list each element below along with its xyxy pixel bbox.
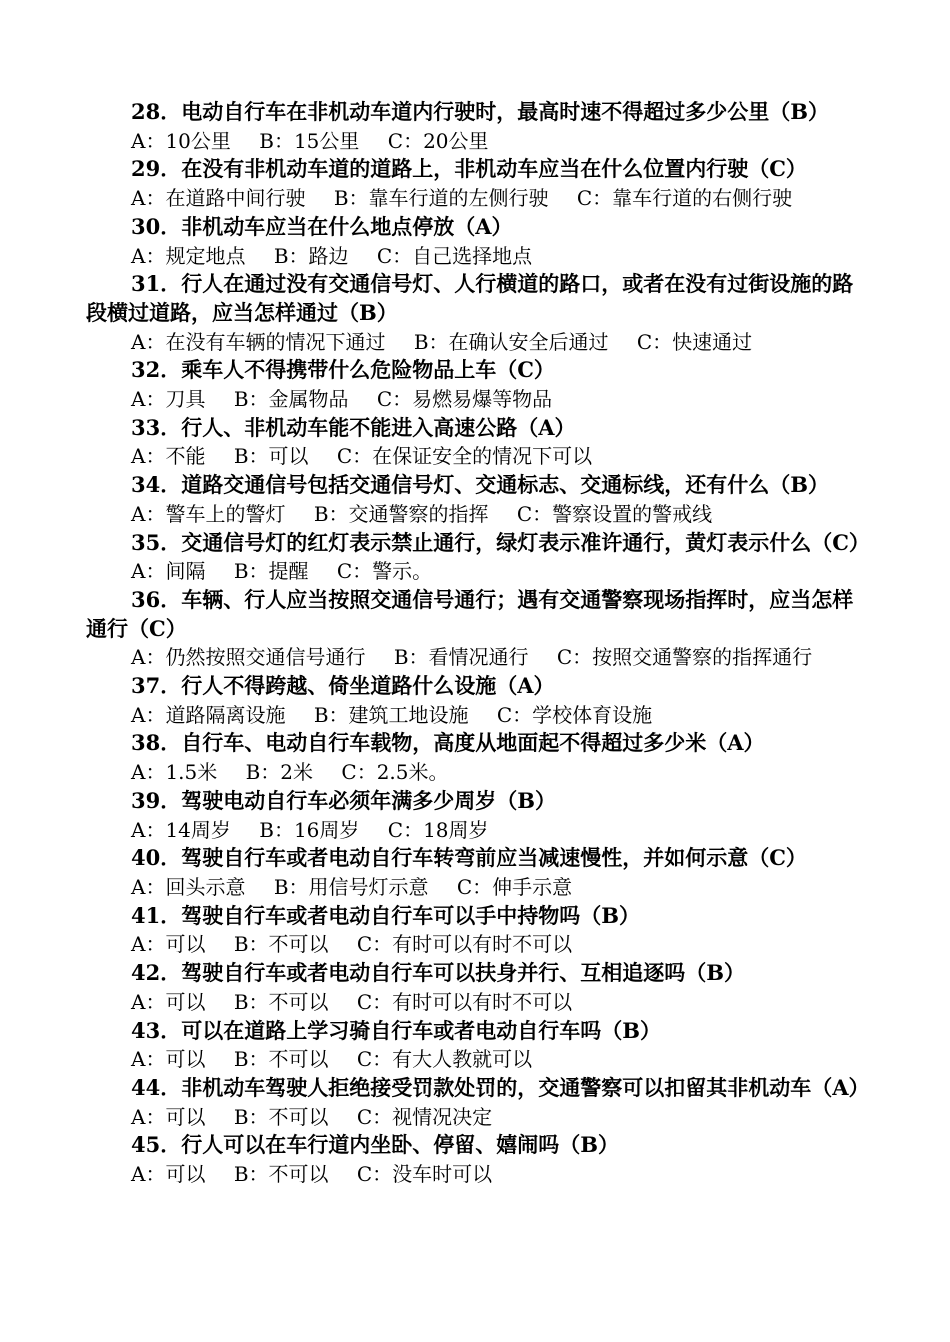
options-31: [86, 328, 868, 357]
option-b: B：不可以: [233, 1104, 329, 1129]
question-30: 30．非机动车应当在什么地点停放（A）: [131, 213, 513, 239]
option-c: C：在保证安全的情况下可以: [336, 444, 593, 469]
question-35: 35．交通信号灯的红灯表示禁止通行，绿灯表示准许通行，黄灯表示什么（C）: [131, 529, 870, 555]
options-39: [86, 816, 868, 845]
question-42: 42．驾驶自行车或者电动自行车可以扶身并行、互相追逐吗（B）: [131, 960, 745, 986]
option-a: A：间隔: [131, 559, 206, 584]
option-b: B：不可以: [233, 932, 329, 957]
option-b: B：在确认安全后通过: [413, 329, 609, 354]
question-28: 28．电动自行车在非机动车道内行驶时，最高时速不得超过多少公里（B）: [131, 99, 829, 124]
option-c: C：按照交通警察的指挥通行: [556, 645, 813, 670]
option-b: B：2米: [245, 760, 314, 785]
option-a: A：可以: [131, 989, 206, 1014]
option-c: C：自己选择地点: [376, 243, 533, 268]
option-a: A：警车上的警灯: [131, 501, 286, 526]
option-a: A：1.5米: [131, 760, 218, 785]
options-38: [86, 758, 868, 787]
options-33: [86, 442, 868, 471]
option-a: A：可以: [131, 1104, 206, 1129]
option-a: A：可以: [131, 932, 206, 957]
option-b: B：金属物品: [233, 387, 349, 412]
options-35: [86, 557, 868, 586]
option-a: A：不能: [131, 444, 206, 469]
option-b: B：靠车行道的左侧行驶: [333, 186, 549, 211]
question-43: 43．可以在道路上学习骑自行车或者电动自行车吗（B）: [131, 1017, 661, 1043]
option-c: C：20公里: [387, 128, 489, 153]
options-40: [86, 873, 868, 902]
option-c: C：警察设置的警戒线: [516, 501, 713, 526]
option-a: A：仍然按照交通信号通行: [131, 645, 366, 670]
option-a: A：回头示意: [131, 874, 246, 899]
option-c: C：18周岁: [387, 817, 489, 842]
option-c: C：有大人教就可以: [356, 1047, 533, 1072]
options-44: [86, 1103, 868, 1132]
options-34: [86, 500, 868, 529]
option-a: A：道路隔离设施: [131, 702, 286, 727]
option-c: C：快速通过: [636, 329, 753, 354]
option-b: B：建筑工地设施: [313, 702, 469, 727]
option-c: C：没车时可以: [356, 1162, 493, 1187]
options-45: [86, 1160, 868, 1189]
option-b: B：看情况通行: [393, 645, 529, 670]
option-b: B：交通警察的指挥: [313, 501, 489, 526]
option-c: C：有时可以有时不可以: [356, 932, 573, 957]
option-c: C：视情况决定: [356, 1104, 493, 1129]
options-42: [86, 988, 868, 1017]
option-c: C：伸手示意: [456, 874, 573, 899]
option-c: C：有时可以有时不可以: [356, 989, 573, 1014]
options-32: [86, 385, 868, 414]
option-b: B：16周岁: [259, 817, 360, 842]
option-a: A：在没有车辆的情况下通过: [131, 329, 386, 354]
question-37: 37．行人不得跨越、倚坐道路什么设施（A）: [131, 673, 555, 699]
option-a: A：可以: [131, 1047, 206, 1072]
option-b: B：路边: [273, 243, 349, 268]
question-38: 38．自行车、电动自行车载物，高度从地面起不得超过多少米（A）: [131, 730, 765, 756]
options-36: [86, 643, 868, 672]
option-c: C：靠车行道的右侧行驶: [576, 186, 793, 211]
question-45: 45．行人可以在车行道内坐卧、停留、嬉闹吗（B）: [131, 1132, 619, 1158]
option-b: B：不可以: [233, 1047, 329, 1072]
options-37: [86, 701, 868, 730]
options-30: [86, 242, 868, 271]
option-c: C：学校体育设施: [496, 702, 653, 727]
question-list: [86, 98, 868, 1189]
option-b: B：不可以: [233, 989, 329, 1014]
option-b: B：用信号灯示意: [273, 874, 429, 899]
question-39: 39．驾驶电动自行车必须年满多少周岁（B）: [131, 787, 556, 813]
question-34: 34．道路交通信号包括交通信号灯、交通标志、交通标线，还有什么（B）: [131, 472, 829, 498]
option-c: C：2.5米。: [341, 760, 449, 785]
option-b: B：15公里: [259, 128, 360, 153]
question-36: 36．车辆、行人应当按照交通信号通行；遇有交通警察现场指挥时，应当怎样通行（C）: [86, 586, 854, 641]
question-33: 33．行人、非机动车能不能进入高速公路（A）: [131, 414, 576, 440]
option-a: A：10公里: [131, 128, 231, 153]
option-b: B：不可以: [233, 1162, 329, 1187]
options-28: [86, 127, 868, 156]
question-32: 32．乘车人不得携带什么危险物品上车（C）: [131, 357, 555, 383]
question-44: 44．非机动车驾驶人拒绝接受罚款处罚的，交通警察可以扣留其非机动车（A）: [131, 1074, 870, 1100]
option-a: A：规定地点: [131, 243, 246, 268]
option-a: A：14周岁: [131, 817, 231, 842]
option-c: C：警示。: [336, 559, 433, 584]
options-43: [86, 1045, 868, 1074]
option-a: A：刀具: [131, 387, 206, 412]
question-40: 40．驾驶自行车或者电动自行车转弯前应当减速慢性，并如何示意（C）: [131, 845, 807, 871]
question-29: 29．在没有非机动车道的道路上，非机动车应当在什么位置内行驶（C）: [131, 156, 807, 182]
question-31: 31．行人在通过没有交通信号灯、人行横道的路口，或者在没有过街设施的路段横过道路，应当怎样通过（B）: [86, 271, 854, 325]
options-29: [86, 184, 868, 213]
option-b: B：可以: [233, 444, 309, 469]
option-a: A：在道路中间行驶: [131, 186, 306, 211]
options-41: [86, 930, 868, 959]
option-b: B：提醒: [233, 559, 309, 584]
option-c: C：易燃易爆等物品: [376, 387, 553, 412]
option-a: A：可以: [131, 1162, 206, 1187]
question-41: 41．驾驶自行车或者电动自行车可以手中持物吗（B）: [131, 902, 640, 928]
